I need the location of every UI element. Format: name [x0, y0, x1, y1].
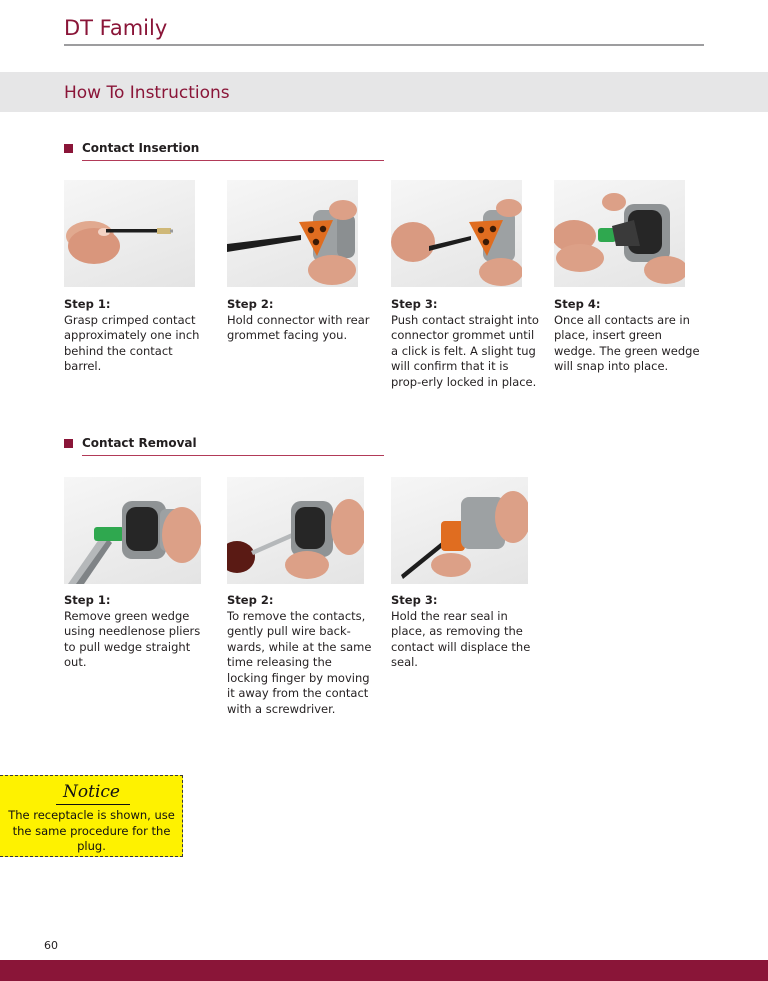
notice-box: [0, 775, 183, 857]
insertion-step-2-photo: [227, 180, 358, 287]
square-bullet-icon: [64, 439, 73, 448]
insertion-step-1-photo: [64, 180, 195, 287]
removal-step-1: [64, 593, 212, 671]
step-title: Step 1:: [64, 297, 111, 311]
step-title: Step 4:: [554, 297, 601, 311]
removal-heading-rule: [82, 455, 384, 456]
footer-bar: [0, 960, 768, 981]
square-bullet-icon: [64, 144, 73, 153]
insertion-heading-rule: [82, 160, 384, 161]
step-title: Step 3:: [391, 593, 438, 607]
step-title: Step 3:: [391, 297, 438, 311]
step-text: Grasp crimped contact approximately one inch behind the contact barrel.: [64, 312, 200, 373]
insertion-step-4-photo: [554, 180, 685, 287]
family-title: DT Family: [64, 16, 168, 40]
removal-step-3-photo: [391, 477, 528, 584]
insertion-step-3-photo: [391, 180, 522, 287]
insertion-step-2: [227, 297, 375, 344]
step-text: Remove green wedge using needlenose pliers to pull wedge straight out.: [64, 608, 201, 669]
insertion-step-3: [391, 297, 539, 390]
removal-step-2-photo: [227, 477, 364, 584]
removal-step-1-photo: [64, 477, 201, 584]
removal-step-2: [227, 593, 375, 717]
step-text: Push contact straight into connector grommet until a click is felt. A slight tug will confirm that it is prop-erly locked in place.: [391, 312, 539, 389]
removal-step-3: [391, 593, 539, 671]
step-title: Step 2:: [227, 593, 274, 607]
step-text: Hold connector with rear grommet facing you.: [227, 312, 370, 342]
step-text: To remove the contacts, gently pull wire back-wards, while at the same time releasing the locking finger by moving it away from the contact with a screwdriver.: [227, 608, 372, 716]
step-title: Step 1:: [64, 593, 111, 607]
step-text: Hold the rear seal in place, as removing the contact will displace the seal.: [391, 608, 531, 669]
step-title: Step 2:: [227, 297, 274, 311]
notice-title: Notice: [63, 782, 120, 802]
title-rule: [64, 44, 704, 46]
section-title: How To Instructions: [64, 83, 230, 103]
removal-heading-label: Contact Removal: [82, 436, 197, 450]
page-number: 60: [44, 939, 58, 952]
insertion-heading-label: Contact Insertion: [82, 141, 200, 155]
step-text: Once all contacts are in place, insert green wedge. The green wedge will snap into place.: [554, 312, 700, 373]
notice-title-underline: [56, 804, 130, 805]
notice-body: The receptacle is shown, use the same procedure for the plug.: [8, 808, 175, 853]
insertion-step-4: [554, 297, 702, 375]
insertion-step-1: [64, 297, 212, 375]
